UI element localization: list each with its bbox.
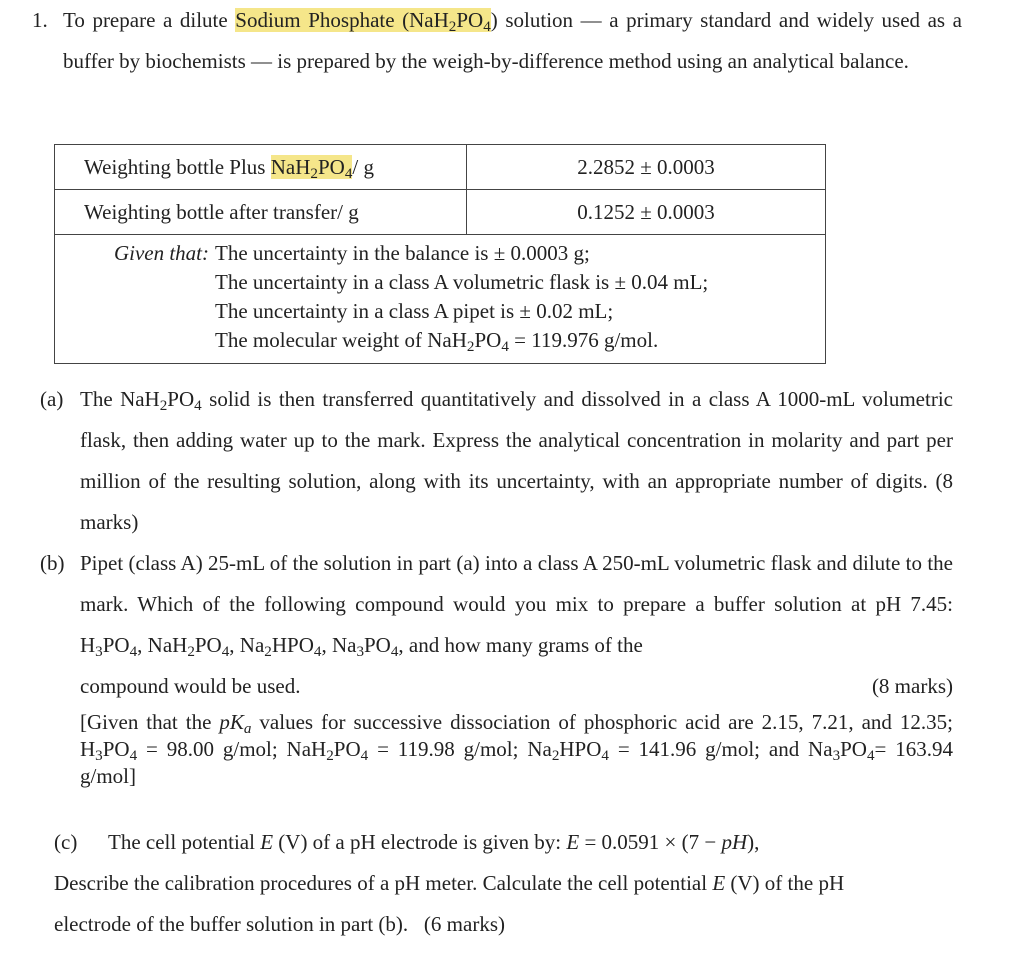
part-a-text: The $NaH_2PO_4$ solid is then transferred quantitatively and dissolved in a class A 1000-mL volumetric flask, then adding water up to the mark. Express the analytical concentration in molarity and part per million of the resulting solution, along with its uncertainty, with an appropriate number of digits. (8 marks) <box>80 387 953 534</box>
part-b-given-note: [Given that the $pK_a$ values for successive dissociation of phosphoric acid are 2.15, 7.21, and 12.35; $H_3PO_4 = 98.00$ g/mol; $NaH_2PO_4 = 119.98$ g/mol; $Na_2HPO_4 = 141.96$ g/mol; and $Na_3PO_4= 163.94$ g/mol] <box>80 710 954 788</box>
row2-label: Weighting bottle after transfer/ g <box>55 190 467 235</box>
weighing-data-table <box>54 144 826 364</box>
table-row <box>55 145 826 190</box>
given-key: Given that: <box>113 241 209 265</box>
given-line: The uncertainty in the balance is ± 0.0003 g; <box>215 241 590 265</box>
part-c-tag: (c) <box>54 830 78 854</box>
given-line: The uncertainty in a class A pipet is ± 0.02 mL; <box>215 299 614 323</box>
part-b-last-line: compound would be used. (8 marks) <box>40 666 953 707</box>
table-row <box>55 190 826 235</box>
question-number: 1. <box>32 8 48 32</box>
part-c-marks: (6 marks) <box>423 912 505 936</box>
part-c-line-2: Describe the calibration procedures of a pH meter. Calculate the cell potential E (V) of the pH <box>54 871 845 895</box>
question-1-intro: To prepare a dilute Sodium Phosphate $(NaH_2PO_4)$ solution — a primary standard and widely used as a buffer by biochemists — is prepared by the weigh-by-difference method using an analytical balance. <box>63 8 962 73</box>
table-row <box>55 235 826 364</box>
part-b-tag: (b) <box>40 551 65 575</box>
highlighted-compound-name: Sodium Phosphate ($NaH_2PO_4$ <box>235 8 491 36</box>
part-c-line-1: (c) The cell potential E (V) of a pH electrode is given by: E = 0.0591 × (7 − pH), <box>54 822 959 863</box>
part-a-tag: (a) <box>40 387 64 411</box>
part-c <box>54 822 959 945</box>
given-line: The molecular weight of $NaH_2PO_4 = 119.976$ g/mol. <box>215 328 659 356</box>
question-1 <box>32 0 962 82</box>
part-a <box>40 379 953 543</box>
given-line: The uncertainty in a class A volumetric flask is ± 0.04 mL; <box>215 270 709 294</box>
given-info <box>55 235 826 364</box>
highlighted-formula: $NaH_2PO_4$ <box>270 154 353 182</box>
part-b-text: Pipet (class A) 25-mL of the solution in part (a) into a class A 250-mL volumetric flask and dilute to the mark. Which of the following compound would you mix to prepare a buffer solution at pH 7.45: $H_3PO_4$, $NaH_2PO_4$, $Na_2HPO_4$, $Na_3PO_4$, and how many grams of the <box>80 551 953 661</box>
row1-value: 2.2852 ± 0.0003 <box>467 145 826 190</box>
row2-value: 0.1252 ± 0.0003 <box>467 190 826 235</box>
part-b <box>40 543 953 790</box>
part-b-marks: (8 marks) <box>871 674 953 698</box>
row1-label: Weighting bottle Plus $NaH_2PO_4/$ g <box>55 145 467 190</box>
part-c-line-3: electrode of the buffer solution in part (b). (6 marks) <box>54 912 505 936</box>
